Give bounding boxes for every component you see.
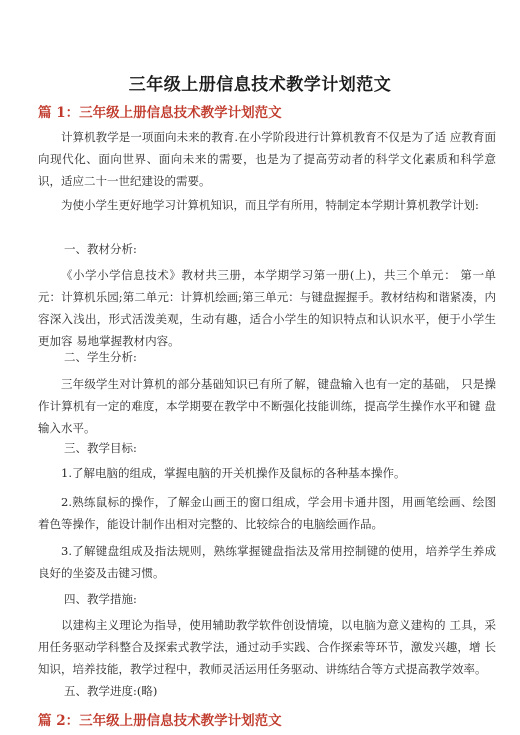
measures-paragraph: 以建构主义理论为指导，使用辅助教学软件创设情境，以电脑为意义建构的 工具，采用任务驱动学科整合及探索式教学法，通过动手实践、合作探索等环节，激发兴趣，增 长知识，培养技能，教学过程中，教师灵活运用任务驱动、讲练结合等方式提高教学效率。 bbox=[38, 618, 496, 676]
document-title: 三年级上册信息技术教学计划范文 bbox=[128, 75, 392, 95]
section-progress-heading: 五、教学进度:(略) bbox=[64, 684, 158, 698]
goal-item-2: 2.熟练鼠标的操作，了解金山画王的窗口组成，学会用卡通井图，用画笔绘画、绘图着色等操作，能设计制作出相对完整的、比较综合的电脑绘画作品。 bbox=[38, 495, 496, 531]
goal-item-1: 1.了解电脑的组成，掌握电脑的开关机操作及鼠标的各种基本操作。 bbox=[61, 466, 406, 480]
students-paragraph: 三年级学生对计算机的部分基础知识已有所了解，键盘输入也有一定的基础， 只是操作计算机有一定的难度，本学期要在教学中不断强化技能训练，提高学生操作水平和键 盘输入水平。 bbox=[38, 377, 496, 435]
intro-paragraph: 计算机教学是一项面向未来的教育.在小学阶段进行计算机教育不仅是为了适 应教育面向现代化、面向世界、面向未来的需要，也是为了提高劳动者的科学文化素质和科学意 识，适应二十一世纪建设的需要。 bbox=[38, 130, 496, 188]
section-goals-heading: 三、教学目标: bbox=[64, 441, 137, 455]
section-material-heading: 一、教材分析: bbox=[64, 242, 137, 256]
goal-item-3: 3.了解键盘组成及指法规则，熟练掌握键盘指法及常用控制键的使用，培养学生养成良好的坐姿及击键习惯。 bbox=[38, 544, 496, 580]
purpose-paragraph: 为使小学生更好地学习计算机知识，而且学有所用，特制定本学期计算机教学计划: bbox=[61, 198, 479, 212]
section-heading-1: 篇 1：三年级上册信息技术教学计划范文 bbox=[38, 105, 282, 121]
material-paragraph: 《小学小学信息技术》教材共三册，本学期学习第一册(上)，共三个单元： 第一单元：计算机乐园;第二单元：计算机绘画;第三单元：与键盘握握手。教材结构和谐紧凑，内 容深入浅出，形式活泼美观，生动有趣，适合小学生的知识特点和认识水平，便于小学生更加容 易地掌握教材内容。 bbox=[38, 268, 496, 348]
section-heading-2: 篇 2：三年级上册信息技术教学计划范文 bbox=[38, 713, 282, 729]
section-measures-heading: 四、教学措施: bbox=[64, 592, 137, 606]
section-students-heading: 二、学生分析: bbox=[64, 350, 137, 364]
